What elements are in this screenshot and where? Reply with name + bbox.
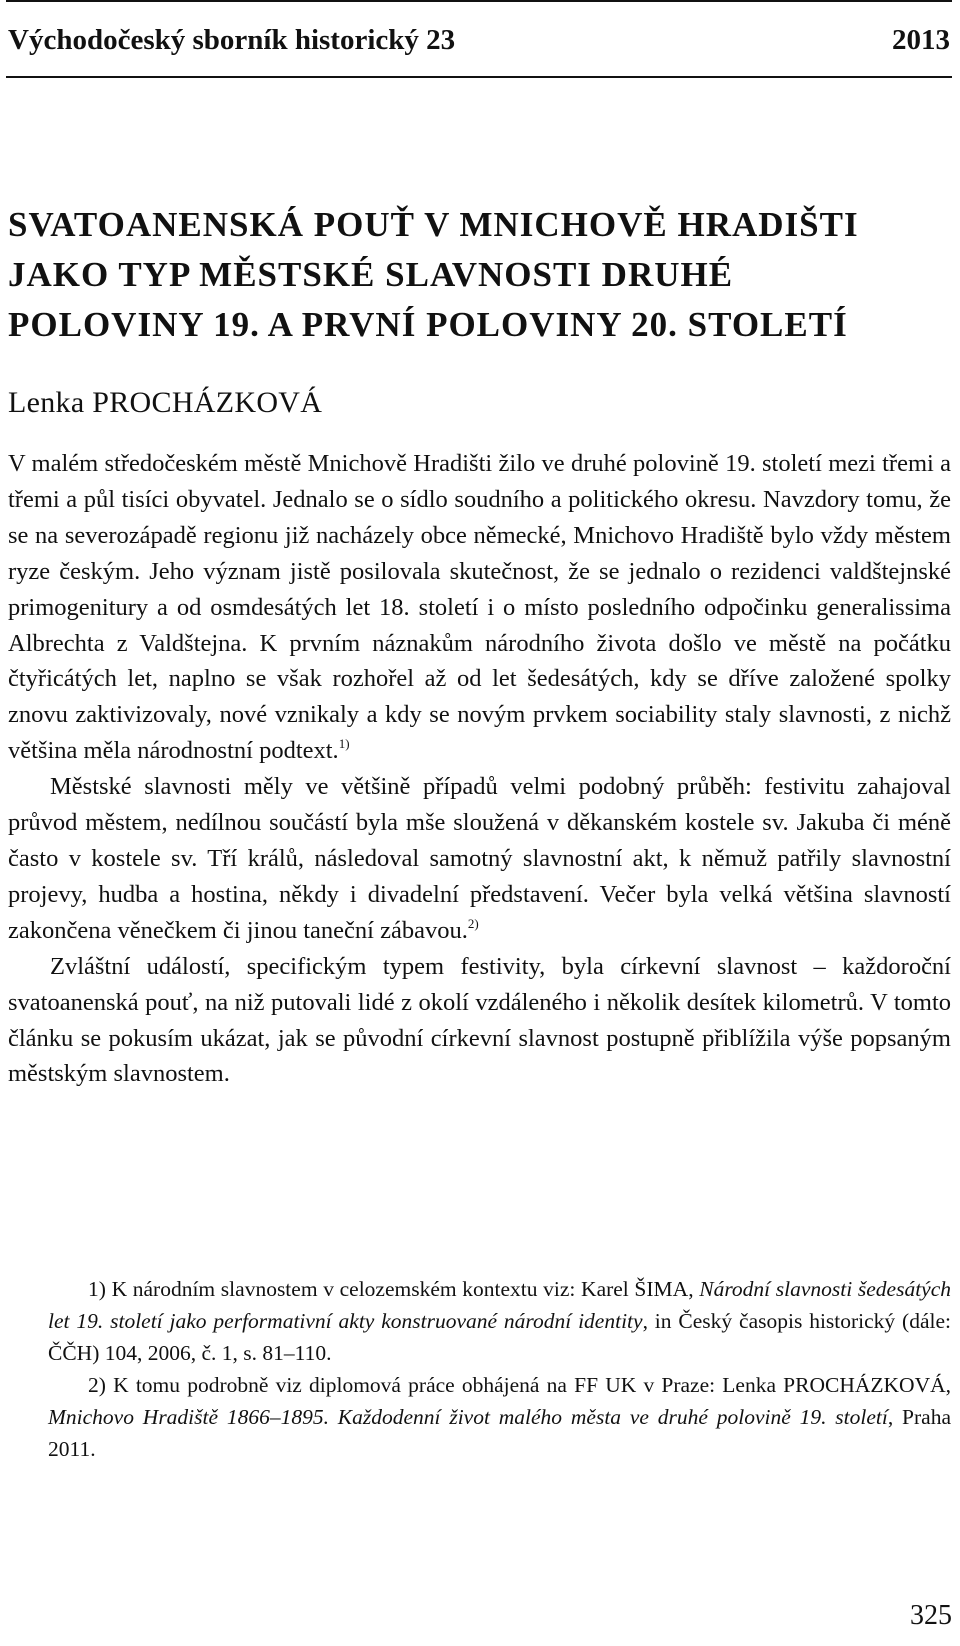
journal-title: Východočeský sborník historický 23 [8, 24, 456, 56]
article-body [8, 446, 951, 1092]
paragraph-text: Zvláštní událostí, specifickým typem festivity, byla církevní slavnost – každoroční svatoanenská pouť, na niž putovali lidé z okolí vzdáleného i několik desítek kilometrů. V tomto článku se pokusím ukázat, jak se původní církevní slavnost postupně přiblížila výše popsaným městským slavnostem. [8, 952, 951, 1088]
footnote-text: , in Český časopis historický (dále: ČČH) 104, 2006, č. 1, s. 81–110. [48, 1309, 951, 1365]
page-number: 325 [910, 1600, 952, 1631]
footnote-text: , Praha 2011. [48, 1405, 951, 1461]
footnote-italic-title: Národní slavnosti šedesátých let 19. století jako performativní akty konstruované národní identity [48, 1277, 951, 1333]
footnote-mark: 1) [88, 1277, 106, 1301]
footnote-mark: 2) [88, 1373, 106, 1397]
footnote-reference[interactable]: 2) [467, 915, 479, 931]
paragraph-text: Městské slavnosti měly ve většině případů velmi podobný průběh: festivitu zahajoval průvod městem, nedílnou součástí byla mše sloužená v děkanském kostele sv. Jakuba či méně často v kostele sv. Tří králů, následoval samotný slavnostní akt, k němuž patřily slavnostní projevy, hudba a hostina, někdy i divadelní představení. Večer byla velká většina slavností zakončena věnečkem či jinou taneční zábavou. [8, 773, 951, 944]
article-title-line: POLOVINY 19. A PRVNÍ POLOVINY 20. STOLETÍ [8, 305, 848, 344]
body-paragraph [8, 769, 951, 949]
article-author: Lenka PROCHÁZKOVÁ [8, 386, 323, 419]
footnote [48, 1369, 951, 1465]
footnotes [48, 1273, 951, 1465]
article-title [8, 200, 948, 350]
footnote [48, 1273, 951, 1369]
paragraph-text: V malém středočeském městě Mnichově Hradišti žilo ve druhé polovině 19. století mezi třemi a třemi a půl tisíci obyvatel. Jednalo se o sídlo soudního a politického okresu. Navzdory tomu, že se na severozápadě regionu již nacházely obce německé, Mnichovo Hradiště bylo vždy městem ryze českým. Jeho význam jistě posilovala skutečnost, že se jednalo o rezidenci valdštejnské primogenitury a od osmdesátých let 18. století i o místo posledního odpočinku generalissima Albrechta z Valdštejna. K prvním náznakům národního života došlo ve městě na počátku čtyřicátých let, naplno se však rozhořel až od let šedesátých, kdy se dříve založené spolky znovu zaktivizovaly, nové vznikaly a kdy se novým prvkem sociability staly slavnosti, z nichž většina měla národnostní podtext. [8, 450, 951, 765]
body-paragraph [8, 949, 951, 1093]
article-title-line: SVATOANENSKÁ POUŤ V MNICHOVĚ HRADIŠTI [8, 205, 859, 244]
footnote-text: K tomu podrobně viz diplomová práce obhájená na FF UK v Praze: Lenka PROCHÁZKOVÁ, [113, 1373, 952, 1397]
article-title-line: JAKO TYP MĚSTSKÉ SLAVNOSTI DRUHÉ [8, 255, 734, 294]
footnote-italic-title: Mnichovo Hradiště 1866–1895. Každodenní život malého města ve druhé polovině 19. století [48, 1405, 888, 1429]
footnote-text: K národním slavnostem v celozemském kontextu viz: Karel ŠIMA, [111, 1277, 700, 1301]
body-paragraph [8, 446, 951, 769]
journal-year: 2013 [892, 24, 950, 56]
running-header [6, 0, 952, 78]
footnote-reference[interactable]: 1) [338, 736, 350, 752]
